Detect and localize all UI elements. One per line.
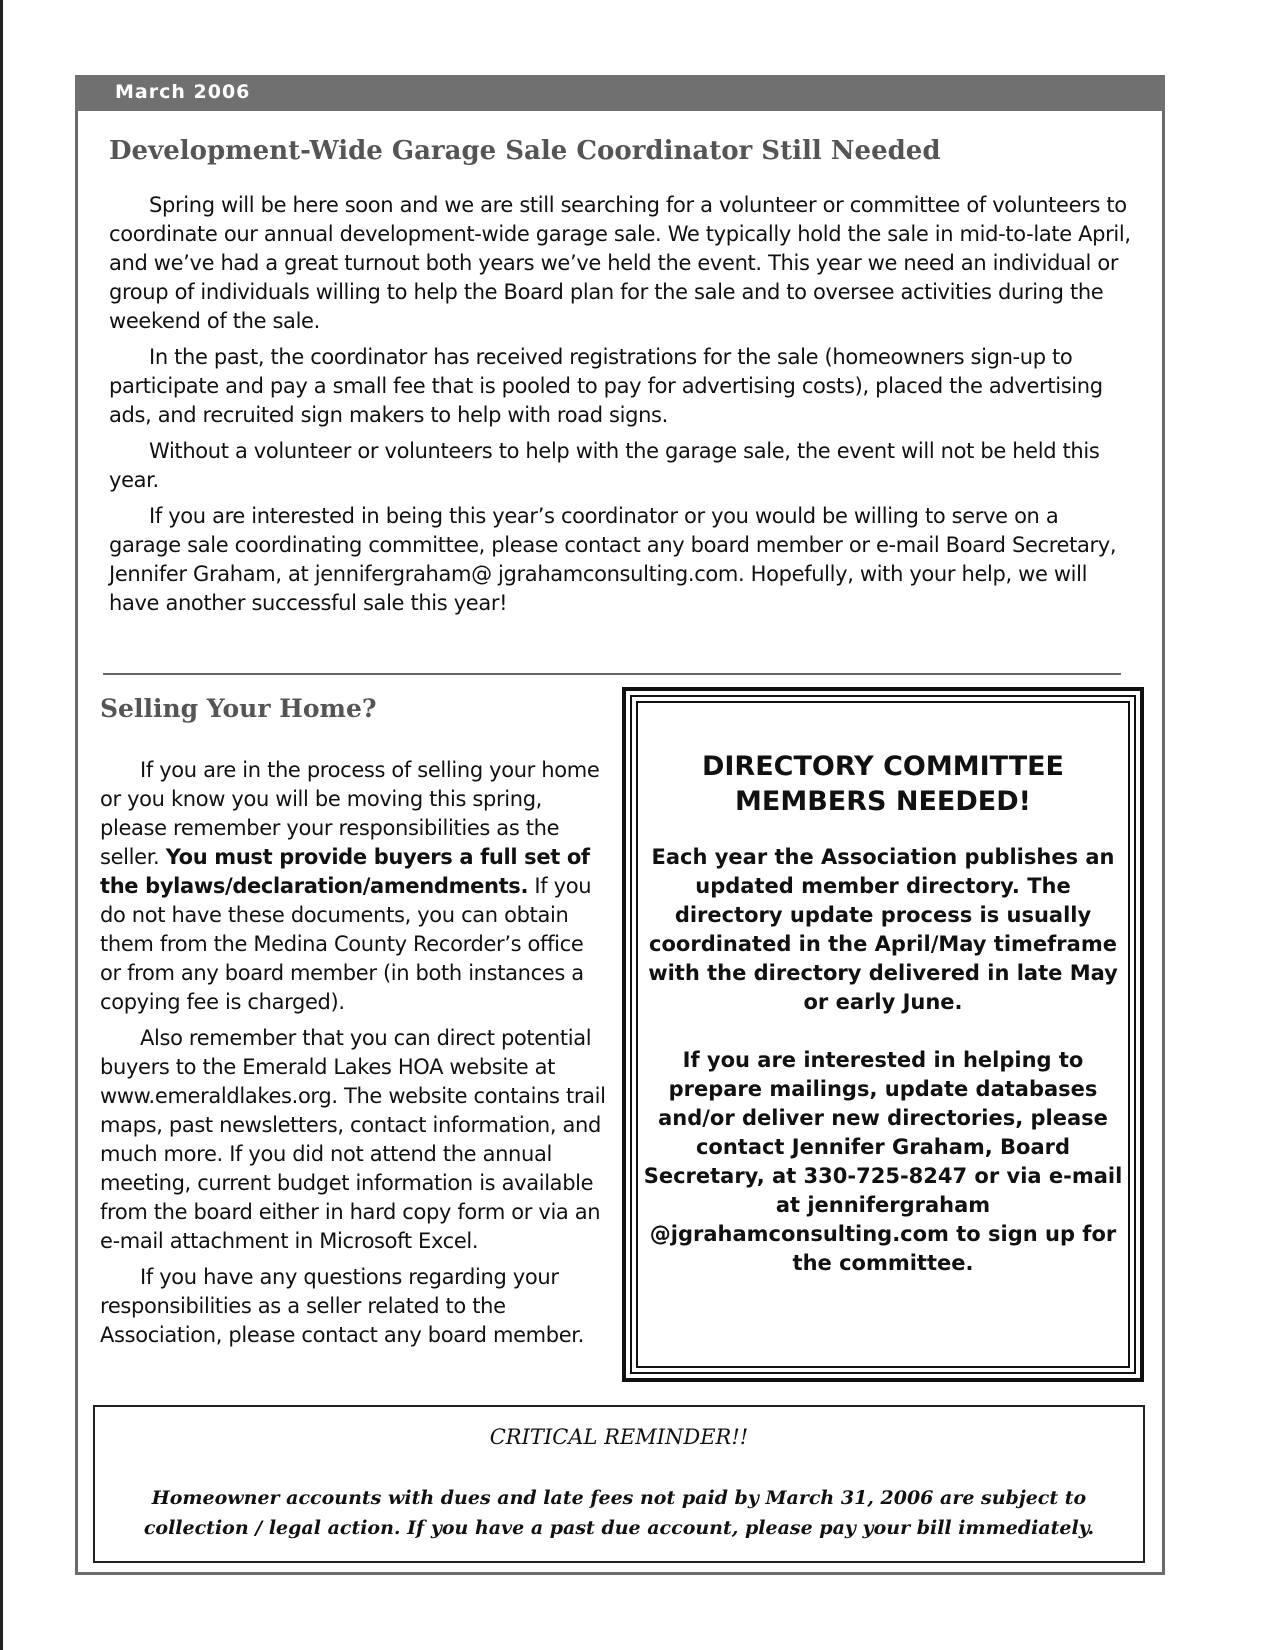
article-paragraph: Also remember that you can direct potential buyers to the Emerald Lakes HOA website at www.emeraldlakes.org. The website contains trail maps, past newsletters, contact information, and much more. If you did not attend the annual meeting, current budget information is available from the board either in hard copy form or via an e-mail attachment in Microsoft Excel.: [100, 1026, 606, 1253]
section-divider: [103, 673, 1121, 675]
directory-heading-line: MEMBERS NEEDED!: [735, 786, 1031, 817]
garage-sale-heading: Development-Wide Garage Sale Coordinator Still Needed: [109, 136, 941, 166]
article-paragraph: If you are interested in being this year’s coordinator or you would be willing to serve on a garage sale coordinating committee, please contact any board member or e-mail Board Secretary, Jennifer Graham, at jennifergraham@ jgrahamconsulting.com. Hopefully, with your help, we will have another successful sale this year!: [109, 504, 1117, 615]
article-paragraph: If you have any questions regarding your responsibilities as a seller related to the Association, please contact any board member.: [100, 1265, 584, 1347]
newsletter-header-bar: [75, 75, 1165, 111]
article-paragraph: Without a volunteer or volunteers to help with the garage sale, the event will not be held this year.: [109, 439, 1100, 492]
directory-paragraph: If you are interested in helping to prepare mailings, update databases and/or deliver new directories, please contact Jennifer Graham, Board Secretary, at 330-725-8247 or via e-mail at jennifergraham @jgrahamconsulting.com to sign up for the committee.: [643, 1048, 1123, 1275]
reminder-heading: CRITICAL REMINDER!!: [489, 1425, 749, 1449]
directory-committee-box: [622, 687, 1144, 1382]
paragraph-text: If you do not have these documents, you can obtain them from the Medina County Recorder’s office or from any board member (in both instances a copying fee is charged).: [100, 874, 592, 1014]
bold-requirement: You must provide buyers a full set of the bylaws/declaration/amendments.: [100, 845, 590, 898]
directory-heading: [626, 749, 1140, 819]
garage-sale-article: [109, 191, 1134, 625]
critical-reminder-box: [93, 1405, 1145, 1563]
reminder-text: Homeowner accounts with dues and late fees not paid by March 31, 2006 are subject to collection / legal action. If you have a past due account, please pay your bill immediately.: [143, 1487, 1095, 1539]
issue-date: March 2006: [115, 81, 251, 103]
paragraph-text: If you are in the process of selling your home or you know you will be moving this spring, please remember your responsibilities as the seller.: [100, 758, 600, 869]
page-edge: [0, 0, 3, 1650]
article-paragraph: [100, 756, 610, 1017]
selling-home-article: [100, 756, 610, 1357]
selling-home-heading: Selling Your Home?: [100, 694, 377, 723]
article-paragraph: In the past, the coordinator has received registrations for the sale (homeowners sign-up to participate and pay a small fee that is pooled to pay for advertising costs), placed the advertising ads, and recruited sign makers to help with road signs.: [109, 345, 1103, 427]
directory-heading-line: DIRECTORY COMMITTEE: [701, 751, 1065, 782]
directory-paragraph: Each year the Association publishes an updated member directory. The directory update process is usually coordinated in the April/May timeframe with the directory delivered in late May or early June.: [648, 845, 1118, 1014]
article-paragraph: Spring will be here soon and we are still searching for a volunteer or committee of volunteers to coordinate our annual development-wide garage sale. We typically hold the sale in mid-to-late April, and we’ve had a great turnout both years we’ve held the event. This year we need an individual or group of individuals willing to help the Board plan for the sale and to oversee activities during the weekend of the sale.: [109, 193, 1131, 333]
